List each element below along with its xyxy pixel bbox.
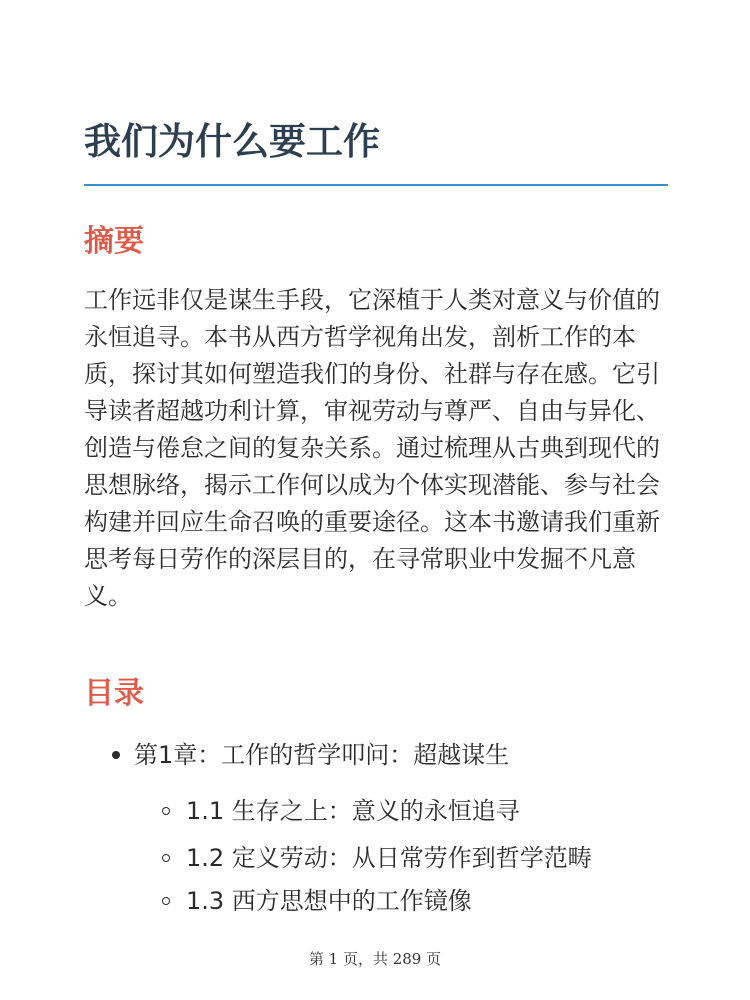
- bullet-circle-icon: [162, 854, 170, 862]
- summary-heading: 摘要: [84, 224, 144, 259]
- toc-section-label: 1.2 定义劳动：从日常劳作到哲学范畴: [186, 844, 592, 872]
- page-number-footer: 第 1 页，共 289 页: [308, 950, 442, 968]
- toc-section-1-1: [162, 792, 520, 830]
- bullet-circle-icon: [162, 897, 170, 905]
- page-title: 我们为什么要工作: [84, 120, 380, 163]
- toc-section-1-3: [162, 882, 472, 920]
- bullet-disc-icon: [112, 751, 120, 759]
- toc-chapter-label: 第1章：工作的哲学叩问：超越谋生: [134, 741, 510, 769]
- toc-chapter-1: [112, 736, 509, 774]
- toc-heading: 目录: [84, 676, 144, 711]
- toc-section-label: 1.1 生存之上：意义的永恒追寻: [186, 797, 520, 825]
- summary-paragraph: 工作远非仅是谋生手段，它深植于人类对意义与价值的永恒追寻。本书从西方哲学视角出发，剖析工作的本质，探讨其如何塑造我们的身份、社群与存在感。它引导读者超越功利计算，审视劳动与尊严、自由与异化、创造与倦怠之间的复杂关系。通过梳理从古典到现代的思想脉络，揭示工作何以成为个体实现潜能、参与社会构建并回应生命召唤的重要途径。这本书邀请我们重新思考每日劳作的深层目的，在寻常职业中发掘不凡意义。: [84, 286, 660, 610]
- toc-section-label: 1.3 西方思想中的工作镜像: [186, 887, 472, 915]
- bullet-circle-icon: [162, 807, 170, 815]
- title-divider: [84, 184, 668, 186]
- toc-section-1-2: [162, 839, 592, 877]
